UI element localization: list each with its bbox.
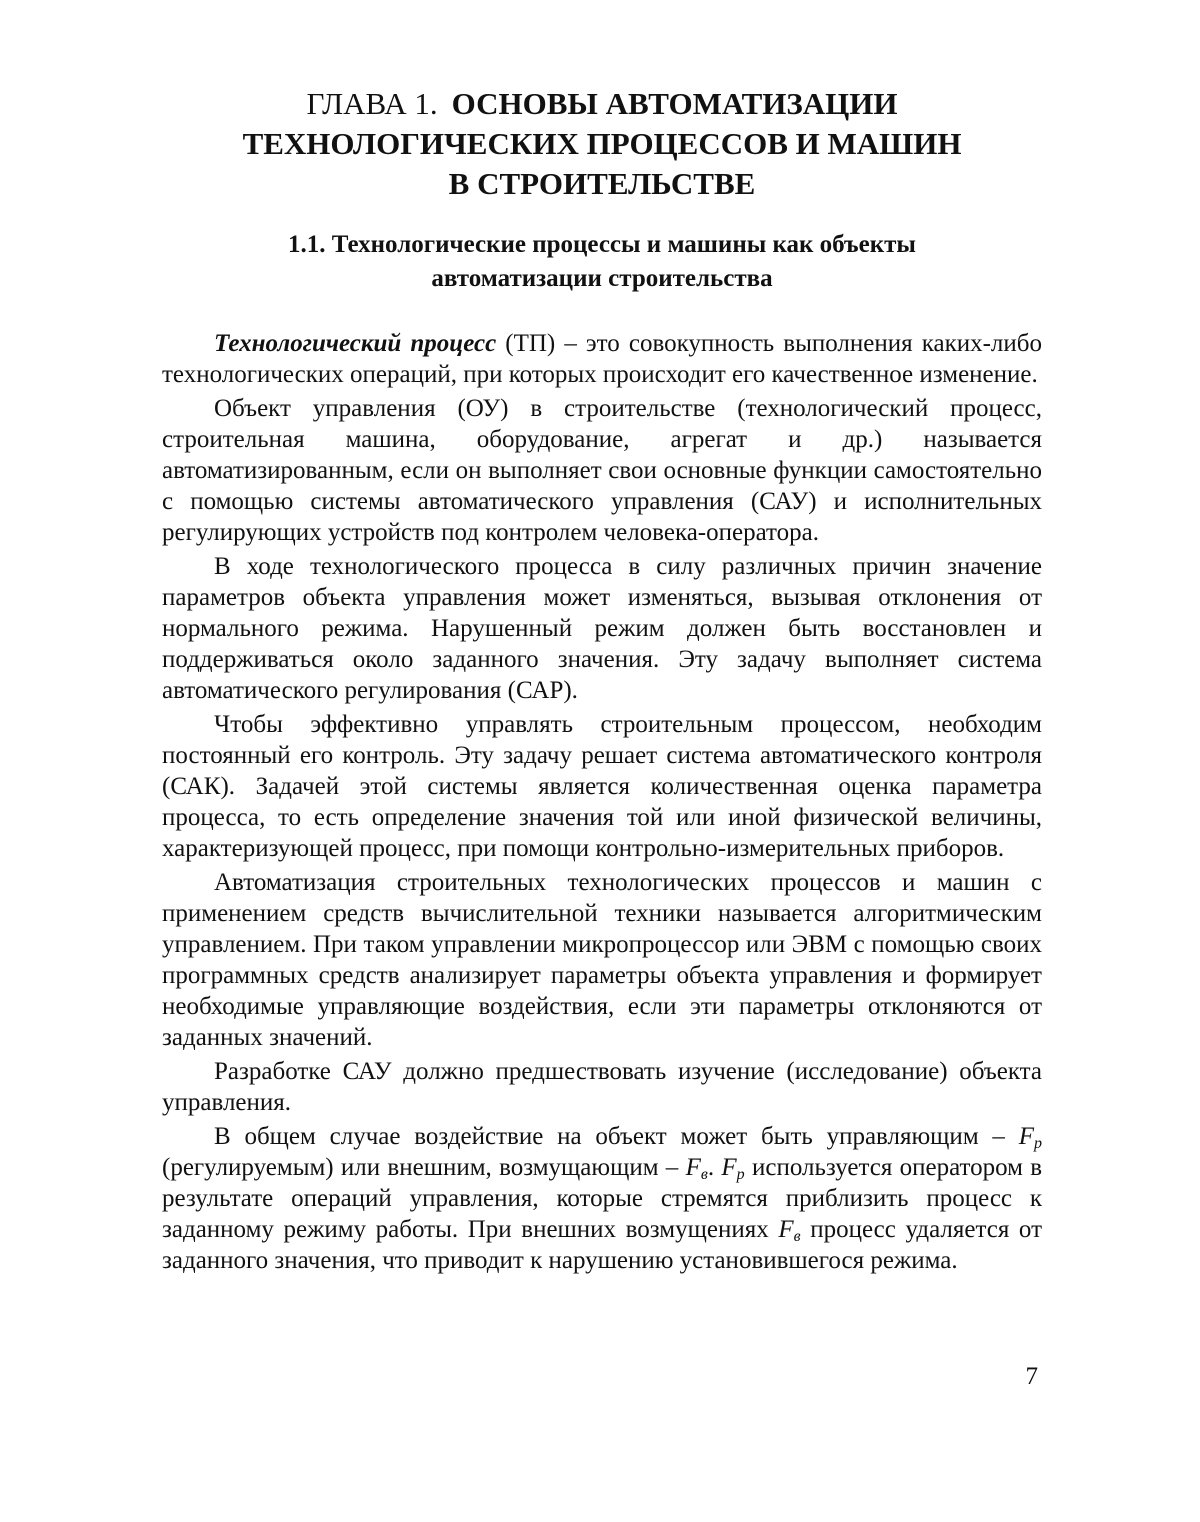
- page-number: 7: [1025, 1363, 1038, 1390]
- paragraph-7-part-c: используется оператором в результате операций управления, которые стремятся приблизить процесс к заданному режиму работы. При внешних возмущениях: [162, 1154, 1043, 1243]
- term-technological-process: Технологический процесс: [214, 330, 497, 357]
- paragraph-7-part-a: В общем случае воздействие на объект может быть управляющим –: [214, 1123, 1005, 1150]
- section-title: [162, 228, 1042, 296]
- chapter-title-line-2: ТЕХНОЛОГИЧЕСКИХ ПРОЦЕССОВ И МАШИН: [242, 126, 962, 161]
- paragraph-6: Разработке САУ должно предшествовать изучение (исследование) объекта управления.: [162, 1058, 1042, 1116]
- symbol-f-v: $F_в$: [685, 1154, 708, 1183]
- chapter-title: [162, 84, 1042, 204]
- paragraph-3: В ходе технологического процесса в силу различных причин значение параметров объекта управления может изменяться, вызывая отклонения от нормального режима. Нарушенный режим должен быть восстановлен и поддерживаться около заданного значения. Эту задачу выполняет система автоматического регулирования (САР).: [162, 553, 1042, 704]
- paragraph-5: Автоматизация строительных технологических процессов и машин с применением средств вычислительной техники называется алгоритмическим управлением. При таком управлении микропроцессор или ЭВМ с помощью своих программных средств анализирует параметры объекта управления и формирует необходимые управляющие воздействия, если эти параметры отклоняются от заданных значений.: [162, 869, 1042, 1051]
- chapter-title-line-3: В СТРОИТЕЛЬСТВЕ: [448, 166, 756, 201]
- paragraph-1: [162, 328, 1042, 390]
- paragraph-7-part-b: (регулируемым) или внешним, возмущающим –: [162, 1154, 679, 1181]
- symbol-f-p: $F_р$: [721, 1154, 745, 1183]
- document-page: [162, 84, 1042, 1276]
- paragraph-1-text: (ТП) – это совокупность выполнения каких-либо технологических операций, при которых происходит его качественное изменение.: [162, 330, 1042, 388]
- body-text: [162, 328, 1042, 1276]
- symbol-f-v: $F_в$: [778, 1216, 801, 1245]
- paragraph-7-part-d: процесс удаляется от заданного значения, что приводит к нарушению установившегося режима.: [162, 1216, 1043, 1274]
- chapter-title-line-1: ОСНОВЫ АВТОМАТИЗАЦИИ: [451, 86, 898, 121]
- section-title-line-1: 1.1. Технологические процессы и машины как объекты: [288, 231, 916, 258]
- paragraph-7: В общем случае воздействие на объект может быть управляющим – $F_р$ (регулируемым) или внешним, возмущающим – $F_в$. $F_р$ используется оператором в результате операций управления, которые стремятся приблизить процесс к заданному режиму работы. При внешних возмущениях $F_в$ процесс удаляется от заданного значения, что приводит к нарушению установившегося режима.: [162, 1123, 1043, 1274]
- symbol-f-p: $F_р$: [1018, 1123, 1042, 1152]
- chapter-label: ГЛАВА 1.: [306, 86, 438, 121]
- section-title-line-2: автоматизации строительства: [431, 265, 773, 292]
- paragraph-4: Чтобы эффективно управлять строительным процессом, необходим постоянный его контроль. Эту задачу решает система автоматического контроля (САК). Задачей этой системы является количественная оценка параметра процесса, то есть определение значения той или иной физической величины, характеризующей процесс, при помощи контрольно-измерительных приборов.: [162, 711, 1042, 862]
- paragraph-2: Объект управления (ОУ) в строительстве (технологический процесс, строительная машина, оборудование, агрегат и др.) называется автоматизированным, если он выполняет свои основные функции самостоятельно с помощью системы автоматического управления (САУ) и исполнительных регулирующих устройств под контролем человека-оператора.: [162, 395, 1042, 546]
